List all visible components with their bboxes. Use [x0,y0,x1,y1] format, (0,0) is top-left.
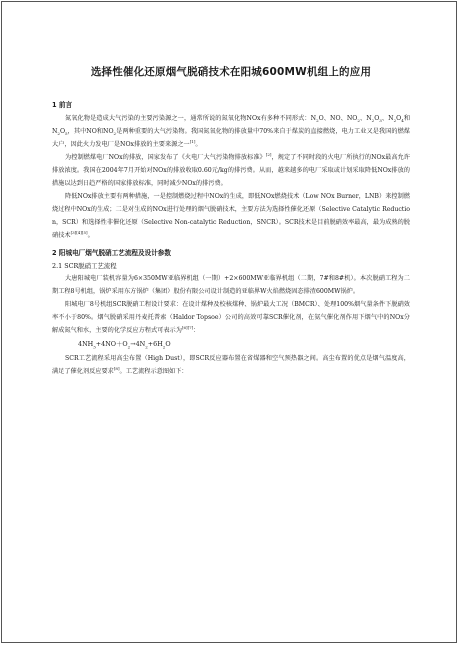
citation-ref: [8] [113,365,120,371]
text-run: 。工艺流程示意图如下： [119,368,188,375]
subsection-heading-scr-process: 2.1 SCR脱硝工艺流程 [52,262,117,270]
text-run: ，规定了不同时段的火电厂所执行的NOx最高允许排放浓度。我国在2004年7月开始对NOx的排放收取0.60元/kg的排污费。从而，越来越多的电厂采取或计划采取降低NOx排放的措施以达到日趋严格的国家排放标准，同时减少NOx的排污费。 [52,154,410,187]
text-run: SCR工艺流程采用高尘布置（High Dust），即SCR反应器布置在省煤器和空气预热器之间。高尘布置的优点是烟气温度高，满足了催化剂反应要求 [52,355,410,375]
subscript: 2 [113,131,117,137]
text-run: +6H [147,340,163,348]
subscript: 4 [401,118,404,124]
text-run: 降低NOx排放主要有两种措施，一是控制燃烧过程中NOx的生成，即低NOx燃烧技术（Low NOx Burner，LNB）来控制燃烧过程中NOx的生成；二是对生成的NOx进行处理的烟气脱硝技术，主要方法为选择性催化还原（Selective Catalytic Reduction，SCR）和选择性非催化还原（Selective Non-catalytic Reduction，SNCR）。SCR技术是目前脱硝效率最高，最为成熟的脱硝技术 [52,193,410,239]
paragraph [52,298,410,337]
subscript: 2 [127,344,131,350]
text-run: ，其中NO和NO [67,128,114,135]
text-run: →4N [130,340,146,348]
text-run: 、N [359,115,372,122]
subscript: 2 [145,344,148,350]
chemical-equation [78,338,410,351]
paragraph [52,151,410,190]
text-run: O [374,115,380,122]
document-page [1,1,457,643]
section-heading-process: 2 阳城电厂烟气脱硝工艺流程及设计参数 [52,249,171,257]
text-run: ： [193,327,200,334]
citation-ref: [1] [189,138,196,144]
text-run: 。 [87,232,94,239]
document-content [52,64,410,378]
subscript: 5 [65,131,68,137]
text-run: 大唐阳城电厂装机容量为6×350MW亚临界机组（一期）+2×600MW亚临界机组（二期，7#和8#机）。本次脱硝工程为二期工程8号机组，锅炉采用东方锅炉（集团）股份有限公司设计制造的亚临界W火焰燃烧固态排渣600MW锅炉。 [52,275,410,295]
subscript: 2 [393,118,397,124]
text-run: 阳城电厂8号机组SCR脱硝工程设计要求：在设计煤种及校核煤种、锅炉最大工况（BMCR）、处理100%烟气量条件下脱硝效率不小于80%。烟气脱硝采用丹麦托普索（Haldor Topsoe）公司的高效可靠SCR催化剂，在氨气催化剂作用下烟气中的NOx分解成氮气和水，主要的化学反应方程式可表示为 [52,301,410,334]
text-run: 。 [195,141,202,148]
paragraph [52,190,410,242]
subscript: 2 [371,118,375,124]
section-heading-introduction: 1 前言 [52,101,73,109]
subscript: 2 [57,131,60,137]
text-run: 、N [381,115,394,122]
document-title: 选择性催化还原烟气脱硝技术在阳城600MW机组上的应用 [90,66,372,78]
subscript: 2 [316,118,319,124]
text-run: O [396,115,402,122]
citation-ref: [2] [265,151,272,157]
paragraph [52,352,410,378]
text-run: O [59,128,66,135]
subscript: 2 [357,118,360,124]
text-run: 氮氧化物是造成大气污染的主要污染源之一，通常所说的氮氧化物NOx有多种不同形式：N [65,115,317,122]
subscript: 2 [162,344,166,350]
citation-ref: [3][4][5] [70,229,88,235]
text-run: O [165,340,171,348]
paragraph [52,112,410,151]
text-run: 4NH [78,340,94,348]
text-run: 和N [52,115,411,135]
citation-ref: [6][7] [181,324,194,330]
paragraph [52,272,410,298]
subscript: 3 [379,118,382,124]
text-run: +4NO＋O [95,340,128,348]
text-run: 为控制燃煤电厂NOx的排放，国家发布了《火电厂大气污染物排放标准》 [65,154,266,161]
text-run: O、NO、NO [318,115,358,122]
text-run: 是两种重要的大气污染物。我国氮氧化物的排放量中70%来自于煤炭的直接燃烧，电力工业又是我国的燃煤大户，因此火力发电厂是NOx排放的主要来源之一 [52,128,410,148]
subscript: 3 [93,344,96,350]
